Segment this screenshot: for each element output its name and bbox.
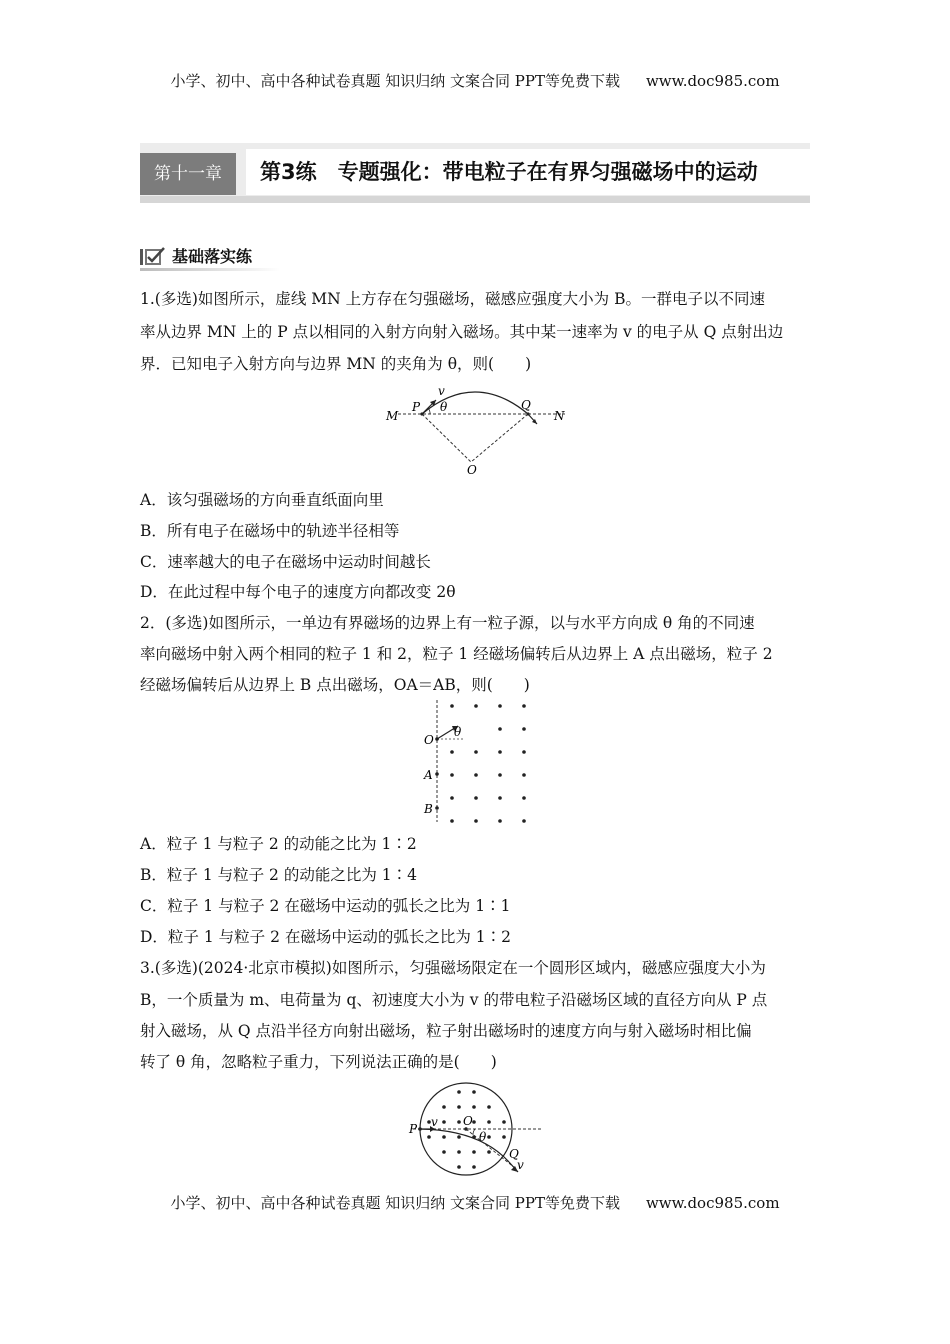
field-dot [522, 773, 526, 777]
q3-line-3: 射入磁场，从 Q 点沿半径方向射出磁场，粒子射出磁场时的速度方向与射入磁场时相比偏 [140, 1022, 752, 1040]
q1-label-M: M [386, 409, 399, 423]
banner-shadow [140, 196, 810, 203]
field-dot [474, 819, 478, 823]
header-text: 小学、初中、高中各种试卷真题 知识归纳 文案合同 PPT等免费下载 [170, 72, 620, 90]
field-dot [450, 704, 454, 708]
footer-site-link[interactable]: www.doc985.com [645, 1194, 780, 1212]
section-heading [140, 244, 280, 270]
chapter-title: 第3练 专题强化：带电粒子在有界匀强磁场中的运动 [246, 149, 810, 195]
field-dot [457, 1090, 461, 1094]
q3-label-v-out: v [517, 1158, 524, 1172]
section-underline [140, 268, 280, 271]
q3-line-1: 3.(多选)(2024·北京市模拟)如图所示，匀强磁场限定在一个圆形区域内，磁感应强度大小为 [140, 959, 766, 977]
field-dot [472, 1105, 476, 1109]
q1-option-b: B．所有电子在磁场中的轨迹半径相等 [140, 522, 400, 540]
q1-line-1: 1.(多选)如图所示，虚线 MN 上方存在匀强磁场，磁感应强度大小为 B。一群电子以不同速 [140, 290, 765, 308]
field-dot [427, 1135, 431, 1139]
q2-option-c: C．粒子 1 与粒子 2 在磁场中运动的弧长之比为 1∶1 [140, 897, 511, 915]
q1-label-Q: Q [521, 398, 531, 412]
field-dot [450, 773, 454, 777]
field-dot [498, 750, 502, 754]
field-dot [457, 1150, 461, 1154]
field-dot [450, 796, 454, 800]
q3-label-O: O [463, 1114, 473, 1128]
field-dot [522, 819, 526, 823]
field-dot [487, 1120, 491, 1124]
q2-label-B: B [424, 802, 433, 816]
q2-line-3: 经磁场偏转后从边界上 B 点出磁场，OA＝AB，则( ) [140, 676, 530, 694]
field-dot [457, 1165, 461, 1169]
field-dot [502, 1135, 506, 1139]
q3-label-P: P [409, 1122, 418, 1136]
footer-text: 小学、初中、高中各种试卷真题 知识归纳 文案合同 PPT等免费下载 [170, 1194, 620, 1212]
field-dot [450, 750, 454, 754]
field-dot [502, 1120, 506, 1124]
q2-line-1: 2．(多选)如图所示，一单边有界磁场的边界上有一粒子源，以与水平方向成 θ 角的不同速 [140, 614, 755, 632]
field-dot [442, 1150, 446, 1154]
q2-line-2: 率向磁场中射入两个相同的粒子 1 和 2，粒子 1 经磁场偏转后从边界上 A 点出磁场，粒子 2 [140, 645, 773, 663]
field-dot [457, 1105, 461, 1109]
field-dot [450, 819, 454, 823]
field-dot [442, 1135, 446, 1139]
field-dot [457, 1120, 461, 1124]
field-dot [498, 727, 502, 731]
field-dot [442, 1105, 446, 1109]
field-dot [472, 1150, 476, 1154]
q1-label-N: N [554, 409, 565, 423]
field-dot [498, 796, 502, 800]
field-dot [474, 750, 478, 754]
q1-option-c: C．速率越大的电子在磁场中运动时间越长 [140, 553, 431, 571]
q1-label-theta: θ [440, 400, 448, 414]
field-dot [487, 1135, 491, 1139]
q1-option-d: D．在此过程中每个电子的速度方向都改变 2θ [140, 583, 456, 601]
field-dot [522, 796, 526, 800]
q1-label-v: v [438, 384, 445, 398]
q1-label-P: P [412, 400, 421, 414]
page-header [0, 70, 950, 91]
q1-option-a: A．该匀强磁场的方向垂直纸面向里 [140, 491, 384, 509]
q1-diagram [380, 380, 580, 478]
q2-option-b: B．粒子 1 与粒子 2 的动能之比为 1∶4 [140, 866, 417, 884]
header-site-link[interactable]: www.doc985.com [645, 72, 780, 90]
q2-label-A: A [424, 768, 433, 782]
q3-diagram [405, 1080, 545, 1180]
field-dot [474, 796, 478, 800]
q3-label-Q: Q [509, 1147, 519, 1161]
q3-line-2: B，一个质量为 m、电荷量为 q、初速度大小为 v 的带电粒子沿磁场区域的直径方向从 P 点 [140, 991, 768, 1009]
section-title: 基础落实练 [172, 247, 253, 266]
chapter-tag: 第十一章 [140, 153, 236, 195]
field-dot [522, 727, 526, 731]
q1-label-O: O [467, 463, 477, 477]
q3-line-4: 转了 θ 角，忽略粒子重力，下列说法正确的是( ) [140, 1053, 497, 1071]
field-dot [498, 819, 502, 823]
field-dot [442, 1120, 446, 1124]
field-dot [472, 1165, 476, 1169]
q2-field-dots [450, 704, 526, 823]
field-dot [498, 704, 502, 708]
field-dot [487, 1150, 491, 1154]
field-dot [474, 704, 478, 708]
q3-label-v-in: v [431, 1115, 438, 1129]
q2-label-O: O [424, 733, 434, 747]
q3-label-theta: θ [479, 1130, 487, 1144]
q2-label-theta: θ [454, 725, 462, 739]
field-dot [522, 704, 526, 708]
field-dot [474, 773, 478, 777]
q1-line-3: 界．已知电子入射方向与边界 MN 的夹角为 θ，则( ) [140, 355, 532, 373]
q2-option-a: A．粒子 1 与粒子 2 的动能之比为 1∶2 [140, 835, 417, 853]
q1-line-2: 率从边界 MN 上的 P 点以相同的入射方向射入磁场。其中某一速率为 v 的电子从 Q 点射出边 [140, 323, 784, 341]
field-dot [487, 1105, 491, 1109]
q2-option-d: D．粒子 1 与粒子 2 在磁场中运动的弧长之比为 1∶2 [140, 928, 512, 946]
field-dot [522, 750, 526, 754]
field-dot [498, 773, 502, 777]
field-dot [472, 1090, 476, 1094]
field-dot [457, 1135, 461, 1139]
checkbox-icon [140, 247, 166, 267]
chapter-banner [140, 143, 810, 203]
page-footer [0, 1192, 950, 1213]
q2-diagram [418, 698, 536, 824]
